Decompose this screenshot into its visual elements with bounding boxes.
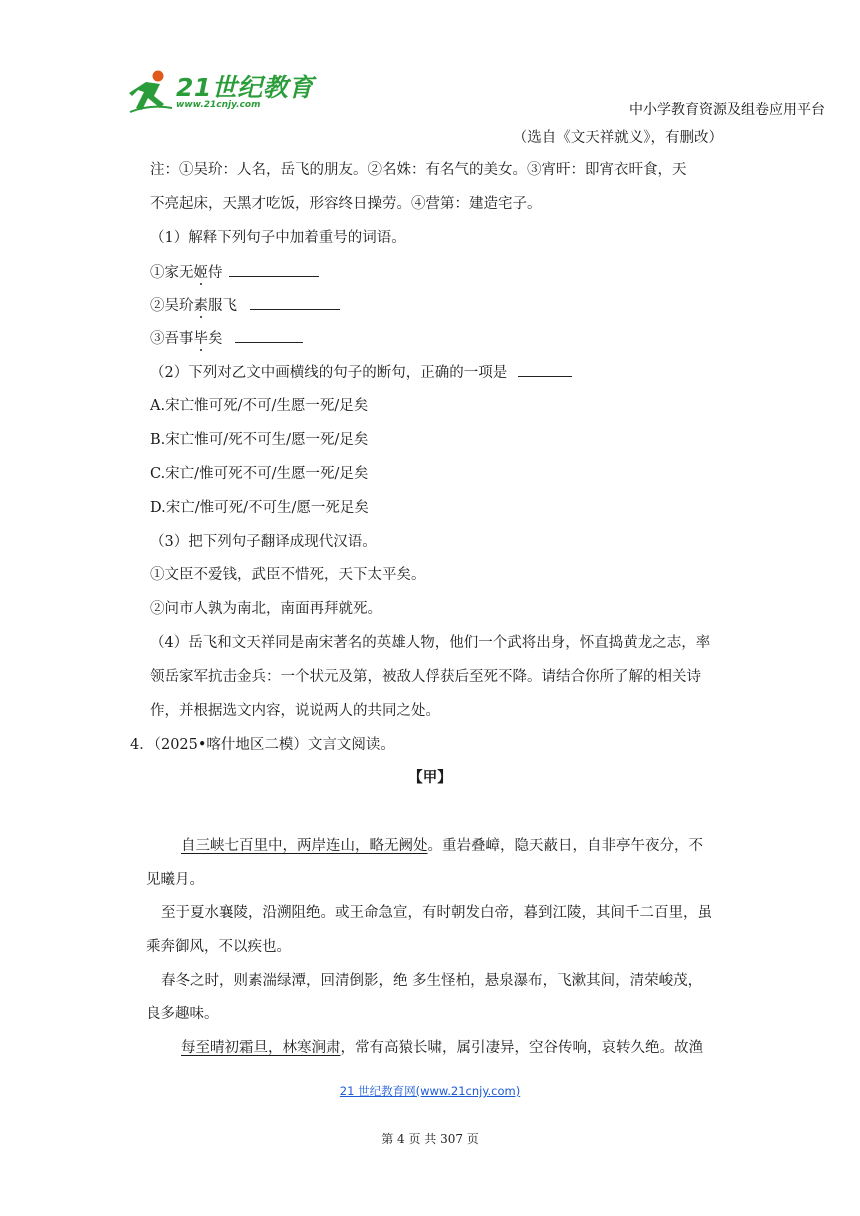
passage-paragraph-3-cont: 良多趣味。 [146, 1006, 219, 1022]
site-logo [128, 68, 318, 118]
passage-paragraph-2-cont: 乘奔御风，不以疾也。 [146, 939, 291, 955]
source-citation: （选自《文天祥就义》，有删改） [512, 130, 723, 146]
q1-item-1-post: 侍 [208, 265, 223, 281]
q2-stem [150, 362, 572, 383]
note-line-1: 注：①吴玠：人名，岳飞的朋友。②名姝：有名气的美女。③宵旰：即宵衣旰食，天 [150, 162, 687, 178]
q1-stem: （1）解释下列句子中加着重号的词语。 [150, 230, 406, 246]
passage-paragraph-2: 至于夏水襄陵，沿溯阻绝。或王命急宣，有时朝发白帝，暮到江陵，其间千二百里，虽 [161, 905, 712, 921]
answer-blank[interactable] [250, 295, 340, 310]
emphasized-char: 毕 [193, 331, 208, 347]
passage-paragraph-3: 春冬之时，则素湍绿潭，回清倒影，绝 多生怪柏，悬泉瀑布，飞漱其间，清荣峻茂， [161, 973, 703, 989]
q3-item-1: ①文臣不爱钱，武臣不惜死，天下太平矣。 [150, 567, 426, 583]
answer-blank[interactable] [229, 262, 319, 277]
platform-name: 中小学教育资源及组卷应用平台 [629, 102, 825, 118]
q3-stem: （3）把下列句子翻译成现代汉语。 [150, 534, 377, 550]
q1-item-1-pre: ①家无 [150, 265, 194, 281]
answer-blank[interactable] [518, 362, 572, 377]
passage-paragraph-1-cont: 见曦月。 [146, 872, 204, 888]
q1-item-3 [150, 328, 303, 349]
q2-option-c: C.宋亡/惟可死不可/生愿一死/足矣 [150, 466, 369, 482]
q4-line-3: 作，并根据选文内容，说说两人的共同之处。 [150, 703, 440, 719]
passage-paragraph-1 [181, 836, 703, 856]
problem-4-title: 4．（2025•喀什地区二模）文言文阅读。 [130, 737, 395, 753]
runner-logo-icon [128, 68, 174, 116]
q2-option-a: A.宋亡惟可死/不可/生愿一死/足矣 [150, 398, 369, 414]
underlined-sentence: 自三峡七百里中，两岸连山，略无阙处 [181, 838, 428, 854]
section-title-jia: 【甲】 [408, 769, 452, 786]
q3-item-2: ②问市人孰为南北，南面再拜就死。 [150, 601, 382, 617]
q1-item-2-post: 服飞 [208, 298, 237, 314]
logo-url: www.21cnjy.com [176, 100, 261, 110]
q2-option-d: D.宋亡/惟可死/不可生/愿一死足矣 [150, 500, 369, 516]
footer-site-link[interactable]: 21 世纪教育网(www.21cnjy.com) [339, 1084, 521, 1098]
emphasized-char: 素 [193, 298, 208, 314]
page-number: 第 4 页 共 307 页 [381, 1132, 479, 1146]
q1-item-3-post: 矣 [208, 331, 223, 347]
q1-item-1 [150, 262, 319, 283]
q1-item-2-pre: ②吴玠 [150, 298, 194, 314]
q4-line-1: （4）岳飞和文天祥同是南宋著名的英雄人物，他们一个武将出身，怀直捣黄龙之志，率 [150, 635, 711, 651]
q4-line-2: 领岳家军抗击金兵：一个状元及第，被敌人俘获后至死不降。请结合你所了解的相关诗 [150, 669, 701, 685]
passage-text: ，常有高猿长啸，属引凄异，空谷传响，哀转久绝。故渔 [340, 1040, 703, 1056]
emphasized-char: 姬 [193, 265, 208, 281]
note-line-2: 不亮起床，天黑才吃饭，形容终日操劳。④营第：建造宅子。 [150, 196, 542, 212]
q2-option-b: B.宋亡惟可/死不可生/愿一死/足矣 [150, 432, 369, 448]
q1-item-3-pre: ③吾事 [150, 331, 194, 347]
passage-text: 。重岩叠嶂，隐天蔽日，自非亭午夜分，不 [427, 838, 703, 854]
passage-paragraph-4 [181, 1038, 703, 1058]
underlined-sentence: 每至晴初霜旦，林寒涧肃 [181, 1040, 341, 1056]
answer-blank[interactable] [235, 328, 303, 343]
q1-item-2 [150, 295, 340, 316]
logo-text: 21世纪教育 [176, 73, 314, 102]
q2-stem-text: （2）下列对乙文中画横线的句子的断句，正确的一项是 [150, 365, 508, 381]
